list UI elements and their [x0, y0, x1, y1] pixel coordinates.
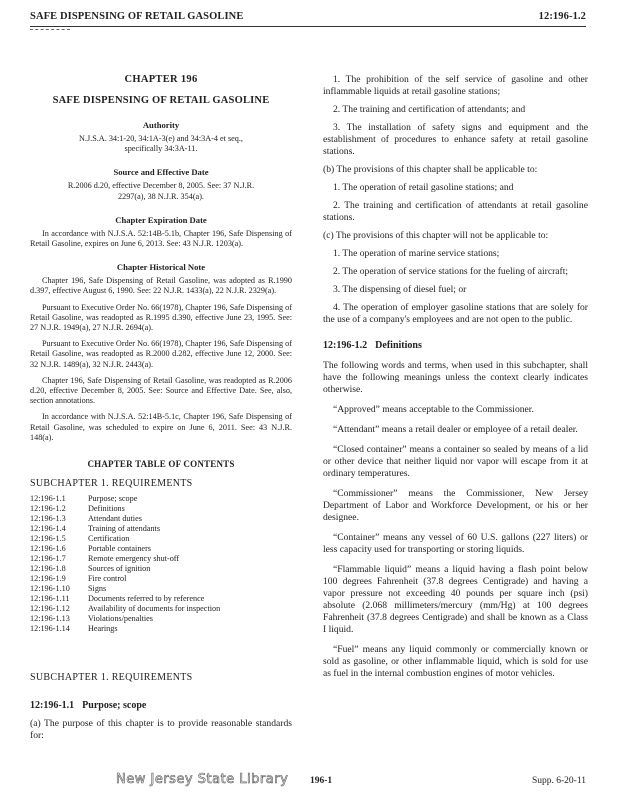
toc-row: 12:196-1.4 Training of attendants [30, 524, 161, 534]
toc-row: 12:196-1.5 Certification [30, 534, 130, 544]
toc-subchapter: SUBCHAPTER 1. REQUIREMENTS [30, 478, 193, 490]
page-number: 196-1 [310, 776, 333, 786]
page-footer [30, 774, 586, 790]
paragraph: (a) The purpose of this chapter is to provide reasonable standards for: [30, 718, 292, 742]
header-dash-rule [30, 29, 70, 30]
header-rule [30, 26, 586, 27]
section-title: Definitions [375, 340, 422, 351]
source-text: R.2006 d.20, effective December 8, 2005. See: 37 N.J.R. 2297(a), 38 N.J.R. 354(a). [67, 181, 255, 201]
chapter-number: CHAPTER 196 [124, 74, 198, 85]
toc-row: 12:196-1.14 Hearings [30, 624, 118, 634]
history-heading: Chapter Historical Note [116, 262, 206, 273]
header-section-number: 12:196-1.2 [538, 11, 586, 22]
header-title: SAFE DISPENSING OF RETAIL GASOLINE [30, 11, 244, 22]
table-of-contents [30, 494, 220, 634]
running-header [30, 8, 586, 26]
list-item: 1. The prohibition of the self service of gasoline and other inflammable liquids at retail gasoline stations; [323, 74, 588, 97]
left-column [30, 60, 292, 742]
section-number: 12:196-1.2 [323, 340, 368, 351]
list-item: 1. The operation of marine service stations; [333, 248, 500, 259]
definition: “Container” means any vessel of 60 U.S. gallons (227 liters) or less capacity used for transporting or storing liquids. [323, 532, 588, 555]
section-title: Purpose; scope [82, 700, 147, 712]
section-heading [30, 700, 292, 712]
paragraph: (b) The provisions of this chapter shall be applicable to: [323, 164, 538, 175]
definition: “Closed container” means a container so sealed by means of a lid or other device that neither liquid nor vapor will escape from it at ordinary temperatures. [323, 444, 588, 479]
definition: “Fuel” means any liquid commonly or commercially known or sold as gasoline, or other inflammable liquid, which is sold for use as fuel in the internal combustion engines of motor vehicles. [323, 644, 588, 679]
source-heading: Source and Effective Date [113, 167, 209, 178]
toc-row: 12:196-1.13 Violations/penalties [30, 614, 153, 624]
definition: “Commissioner” means the Commissioner, New Jersey Department of Labor and Workforce Development, or his or her designee. [323, 488, 588, 523]
toc-row: 12:196-1.11 Documents referred to by reference [30, 594, 205, 604]
list-item: 1. The operation of retail gasoline stations; and [333, 182, 514, 193]
history-note: Pursuant to Executive Order No. 66(1978), Chapter 196, Safe Dispensing of Retail Gasoline, was readopted as R.2000 d.282, effective June 12, 2000. See: 32 N.J.R. 1489(a), 32 N.J.R. 2443(a). [30, 339, 292, 369]
history-note: Pursuant to Executive Order No. 66(1978), Chapter 196, Safe Dispensing of Retail Gasoline, was readopted as R.1995 d.390, effective June 23, 1995. See: 27 N.J.R. 1949(a), 27 N.J.R. 2694(a). [30, 302, 292, 333]
list-item: 2. The training and certification of attendants; and [333, 104, 526, 115]
list-item: 2. The operation of service stations for the fueling of aircraft; [333, 266, 569, 277]
list-item: 2. The training and certification of attendants at retail gasoline stations. [323, 200, 588, 223]
toc-heading: CHAPTER TABLE OF CONTENTS [87, 459, 235, 470]
supplement-date: Supp. 6-20-11 [531, 776, 586, 786]
paragraph: (c) The provisions of this chapter will not be applicable to: [323, 230, 549, 241]
section-number: 12:196-1.1 [30, 700, 75, 712]
toc-row: 12:196-1.8 Sources of ignition [30, 564, 151, 574]
definition: “Approved” means acceptable to the Commissioner. [333, 404, 534, 415]
right-column [323, 60, 588, 680]
toc-row: 12:196-1.6 Portable containers [30, 544, 151, 554]
toc-row: 12:196-1.12 Availability of documents for inspection [30, 604, 221, 614]
subchapter-heading: SUBCHAPTER 1. REQUIREMENTS [30, 672, 193, 684]
definition: “Attendant” means a retail dealer or employee of a retail dealer. [333, 424, 578, 435]
paragraph: The following words and terms, when used in this subchapter, shall have the following meanings unless the context clearly indicates otherwise. [323, 360, 588, 395]
authority-heading: Authority [142, 120, 180, 130]
history-note: In accordance with N.J.S.A. 52:14B-5.1c, Chapter 196, Safe Dispensing of Retail Gasoline, was scheduled to expire on June 6, 2011. See: 43 N.J.R. 148(a). [30, 412, 292, 442]
expiration-heading: Chapter Expiration Date [115, 214, 207, 225]
toc-row: 12:196-1.3 Attendant duties [30, 514, 142, 524]
expiration-text: In accordance with N.J.S.A. 52:14B-5.1b, Chapter 196, Safe Dispensing of Retail Gasoline, expires on June 6, 2013. See: 43 N.J.R. 1203(a). [30, 228, 292, 249]
library-watermark: New Jersey State Library [116, 772, 289, 787]
toc-row: 12:196-1.9 Fire control [30, 574, 127, 584]
history-note: Chapter 196, Safe Dispensing of Retail Gasoline, was readopted as R.2006 d.20, effective December 8, 2005. See: Source and Effective Date. See, also, section annotations. [30, 375, 292, 406]
list-item: 3. The dispensing of diesel fuel; or [333, 284, 467, 295]
toc-row: 12:196-1.7 Remote emergency shut-off [30, 554, 180, 564]
authority-text: N.J.S.A. 34:1-20, 34:1A-3(e) and 34:3A-4 et seq., specifically 34:3A-11. [79, 134, 243, 154]
section-heading [323, 340, 588, 352]
list-item: 4. The operation of employer gasoline stations that are solely for the use of a company's employees and are not open to the public. [323, 302, 588, 325]
chapter-title: SAFE DISPENSING OF RETAIL GASOLINE [52, 95, 270, 106]
toc-row: 12:196-1.1 Purpose; scope [30, 494, 138, 504]
history-note: Chapter 196, Safe Dispensing of Retail Gasoline, was adopted as R.1990 d.397, effective August 6, 1990. See: 22 N.J.R. 1433(a), 22 N.J.R. 2329(a). [30, 276, 292, 296]
toc-row: 12:196-1.2 Definitions [30, 504, 125, 514]
toc-row: 12:196-1.10 Signs [30, 584, 107, 594]
list-item: 3. The installation of safety signs and equipment and the establishment of procedures to enhance safety at retail gasoline stations. [323, 122, 588, 157]
definition: “Flammable liquid” means a liquid having a flash point below 100 degrees Fahrenheit (37.8 degrees Centigrade) and having a vapor pressure not exceeding 40 pounds per square inch (psi) absolute (2.068 millimeters/mercury (mm/Hg) at 100 degrees Fahrenheit (37.8 degrees Centigrade) and shall be known as a Class I liquid. [323, 564, 588, 635]
